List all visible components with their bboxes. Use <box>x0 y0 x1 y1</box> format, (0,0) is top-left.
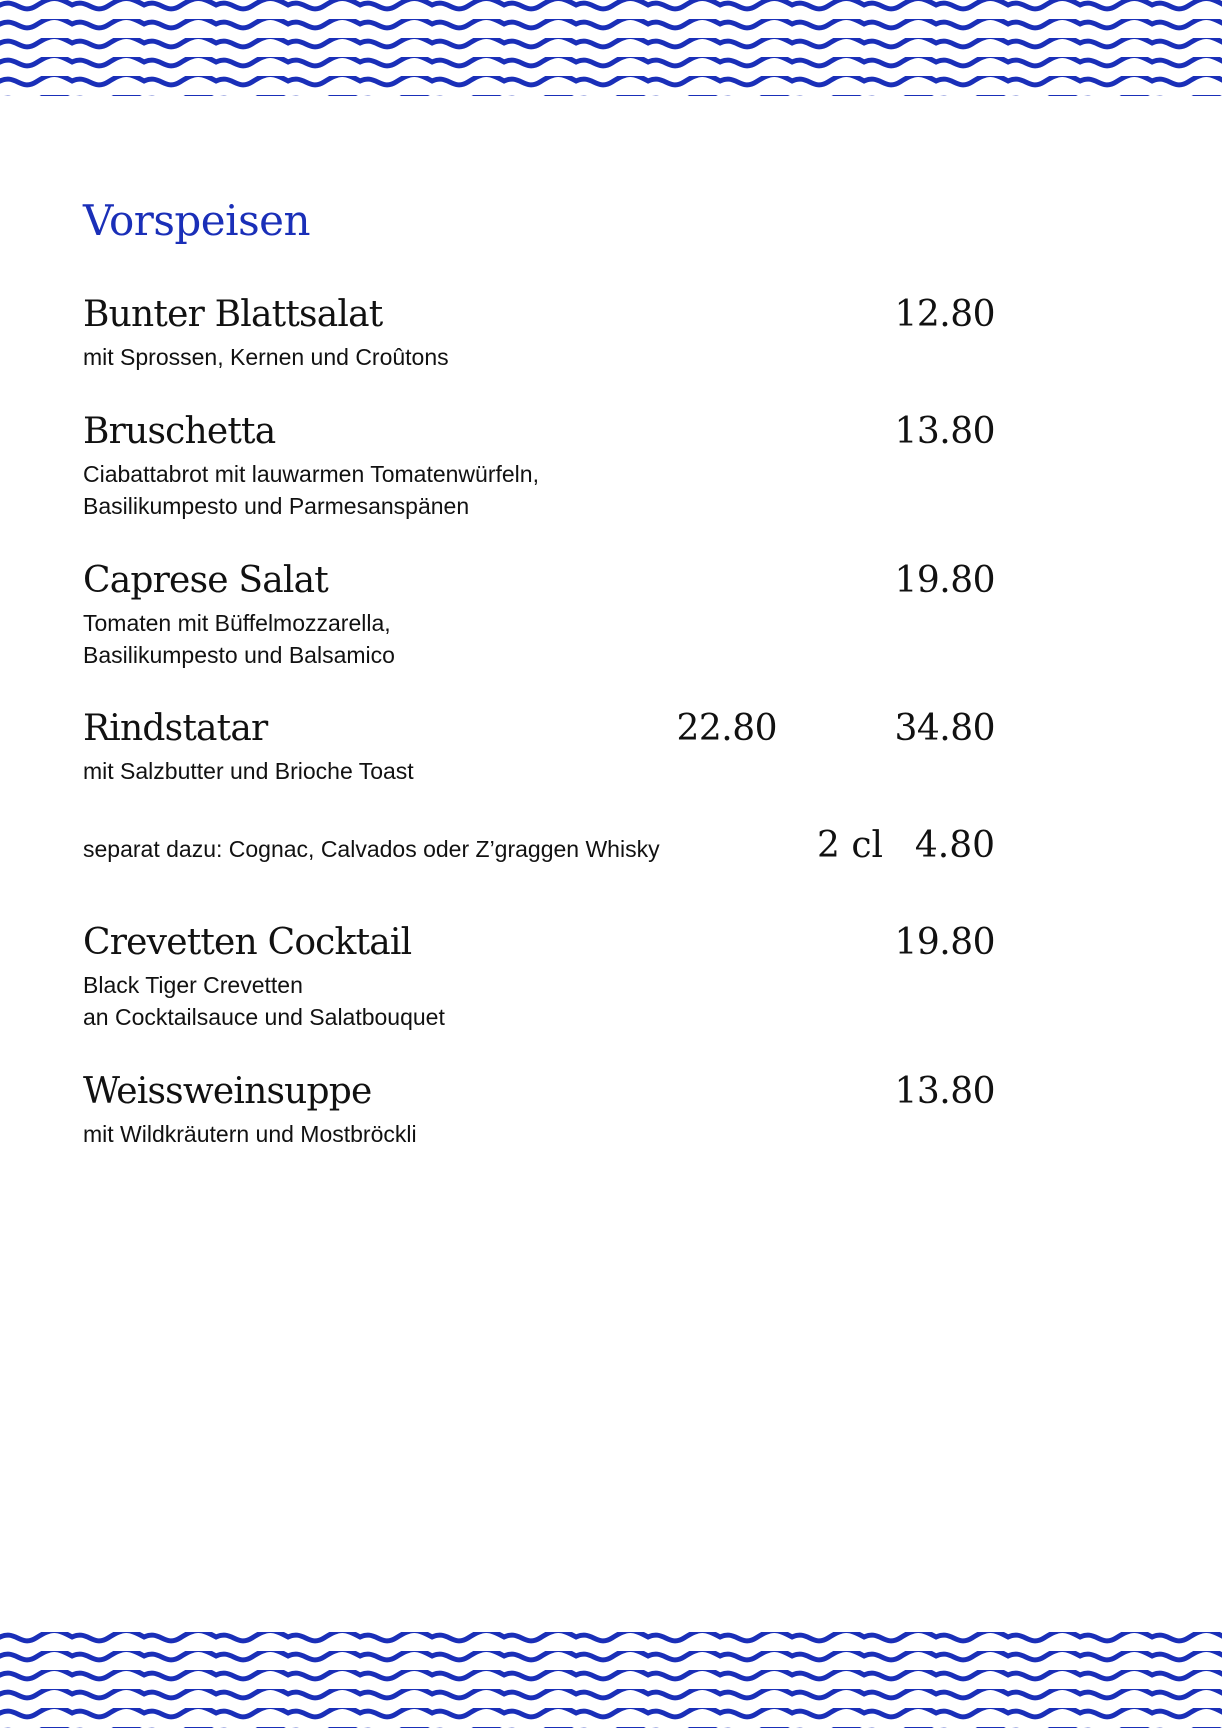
item-description <box>83 1118 417 1150</box>
bottom-wave-border <box>0 1632 1222 1728</box>
item-name: Crevetten Cocktail <box>83 922 412 963</box>
description-line: Ciabattabrot mit lauwarmen Tomatenwürfeln, <box>83 461 539 487</box>
description-line: Basilikumpesto und Balsamico <box>83 642 395 668</box>
item-price: 12.80 <box>894 294 995 335</box>
item-price: 13.80 <box>894 411 995 452</box>
item-price: 19.80 <box>894 560 995 601</box>
menu-page <box>83 0 995 1728</box>
item-name: Rindstatar <box>83 708 268 749</box>
item-price: 19.80 <box>894 922 995 963</box>
wave-pattern-icon <box>0 1632 1222 1728</box>
extra-text: separat dazu: Cognac, Calvados oder Z’graggen Whisky <box>83 836 660 862</box>
item-name: Caprese Salat <box>83 560 328 601</box>
item-description <box>83 755 414 787</box>
description-line: mit Wildkräutern und Mostbröckli <box>83 1121 417 1147</box>
item-price: 34.80 <box>894 708 995 749</box>
description-line: mit Sprossen, Kernen und Croûtons <box>83 344 449 370</box>
extra-price: 4.80 <box>914 825 995 866</box>
item-name: Bruschetta <box>83 411 276 452</box>
section-title: Vorspeisen <box>83 196 311 245</box>
description-line: mit Salzbutter und Brioche Toast <box>83 758 414 784</box>
item-price: 13.80 <box>894 1071 995 1112</box>
description-line: Basilikumpesto und Parmesanspänen <box>83 493 470 519</box>
item-name: Weissweinsuppe <box>83 1071 372 1112</box>
item-name: Bunter Blattsalat <box>83 294 383 335</box>
item-description <box>83 607 395 671</box>
item-price-small: 22.80 <box>676 708 777 749</box>
item-description <box>83 341 449 373</box>
description-line: an Cocktailsauce und Salatbouquet <box>83 1004 445 1030</box>
item-description <box>83 969 445 1033</box>
description-line: Black Tiger Crevetten <box>83 972 303 998</box>
item-description <box>83 458 539 522</box>
extra-unit: 2 cl <box>816 825 883 866</box>
description-line: Tomaten mit Büffelmozzarella, <box>83 610 391 636</box>
